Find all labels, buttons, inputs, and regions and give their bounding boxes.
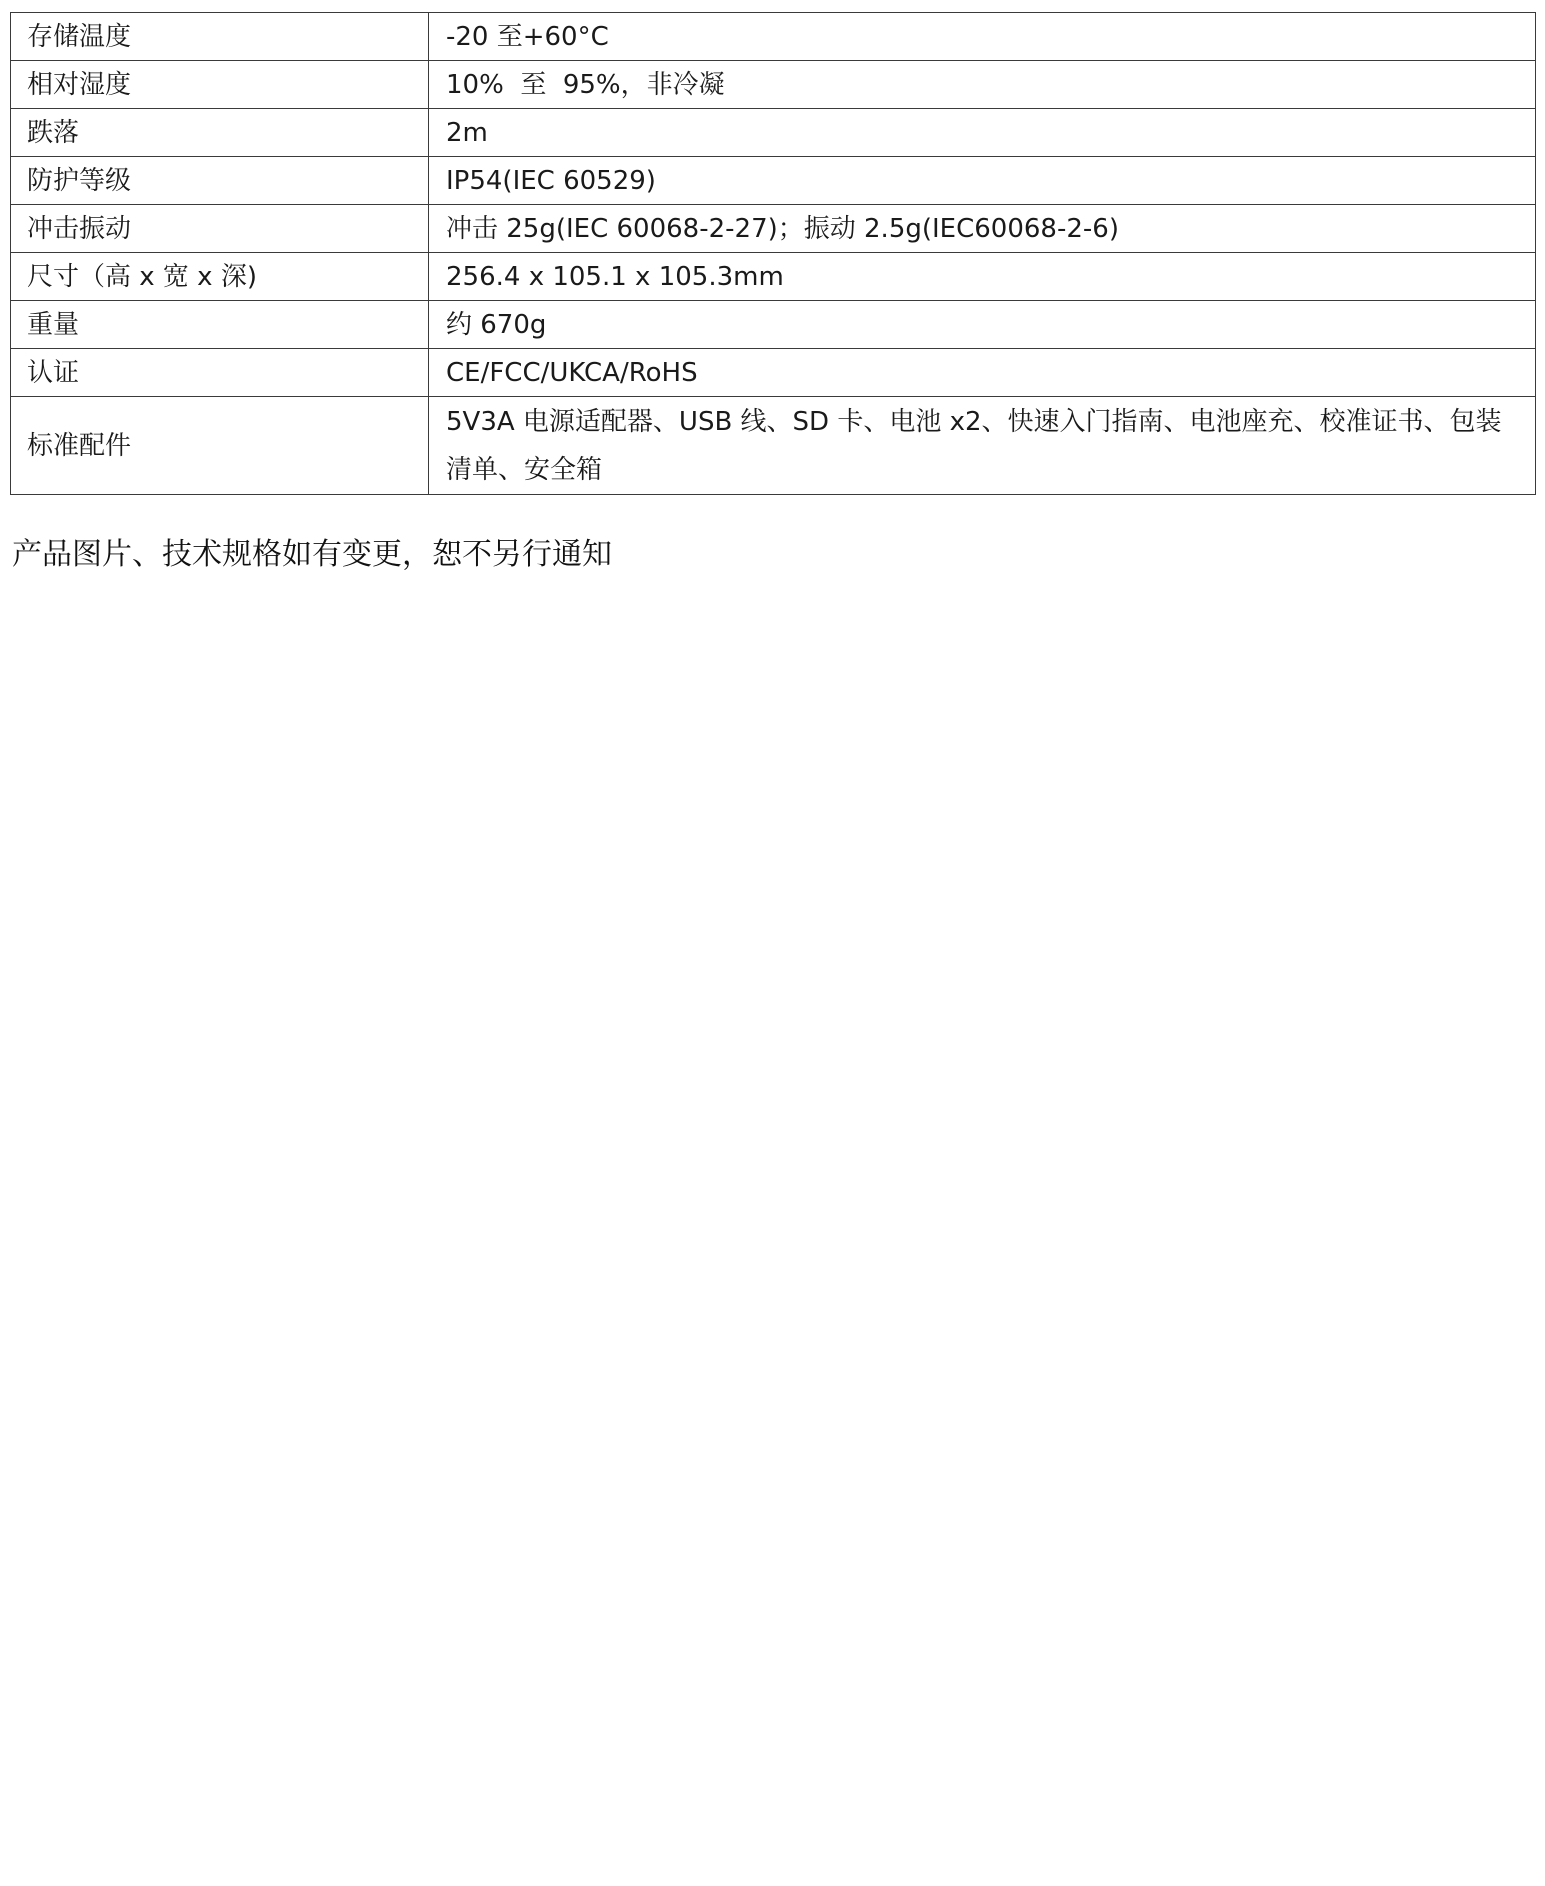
spec-label: 跌落 xyxy=(11,109,429,157)
spec-value: -20 至+60°C xyxy=(429,13,1536,61)
spec-row-shock-vibration xyxy=(11,205,1536,253)
spec-row-dimensions xyxy=(11,253,1536,301)
spec-table xyxy=(10,12,1536,495)
spec-value: 5V3A 电源适配器、USB 线、SD 卡、电池 x2、快速入门指南、电池座充、校准证书、包装清单、安全箱 xyxy=(429,397,1536,495)
spec-row-protection-rating xyxy=(11,157,1536,205)
spec-row-weight xyxy=(11,301,1536,349)
spec-row-storage-temperature xyxy=(11,13,1536,61)
spec-label: 防护等级 xyxy=(11,157,429,205)
spec-value: CE/FCC/UKCA/RoHS xyxy=(429,349,1536,397)
spec-value: IP54(IEC 60529) xyxy=(429,157,1536,205)
spec-label: 重量 xyxy=(11,301,429,349)
spec-label: 尺寸（高 x 宽 x 深) xyxy=(11,253,429,301)
spec-row-certification xyxy=(11,349,1536,397)
spec-value: 约 670g xyxy=(429,301,1536,349)
spec-label: 存储温度 xyxy=(11,13,429,61)
disclaimer-note: 产品图片、技术规格如有变更，恕不另行通知 xyxy=(12,537,612,572)
spec-value: 256.4 x 105.1 x 105.3mm xyxy=(429,253,1536,301)
spec-label: 冲击振动 xyxy=(11,205,429,253)
spec-row-relative-humidity xyxy=(11,61,1536,109)
spec-label: 标准配件 xyxy=(11,397,429,495)
spec-label: 相对湿度 xyxy=(11,61,429,109)
spec-value: 2m xyxy=(429,109,1536,157)
spec-value: 10% 至 95%，非冷凝 xyxy=(429,61,1536,109)
spec-row-standard-accessories xyxy=(11,397,1536,495)
spec-label: 认证 xyxy=(11,349,429,397)
spec-value: 冲击 25g(IEC 60068-2-27)；振动 2.5g(IEC60068-2-6) xyxy=(429,205,1536,253)
spec-row-drop xyxy=(11,109,1536,157)
